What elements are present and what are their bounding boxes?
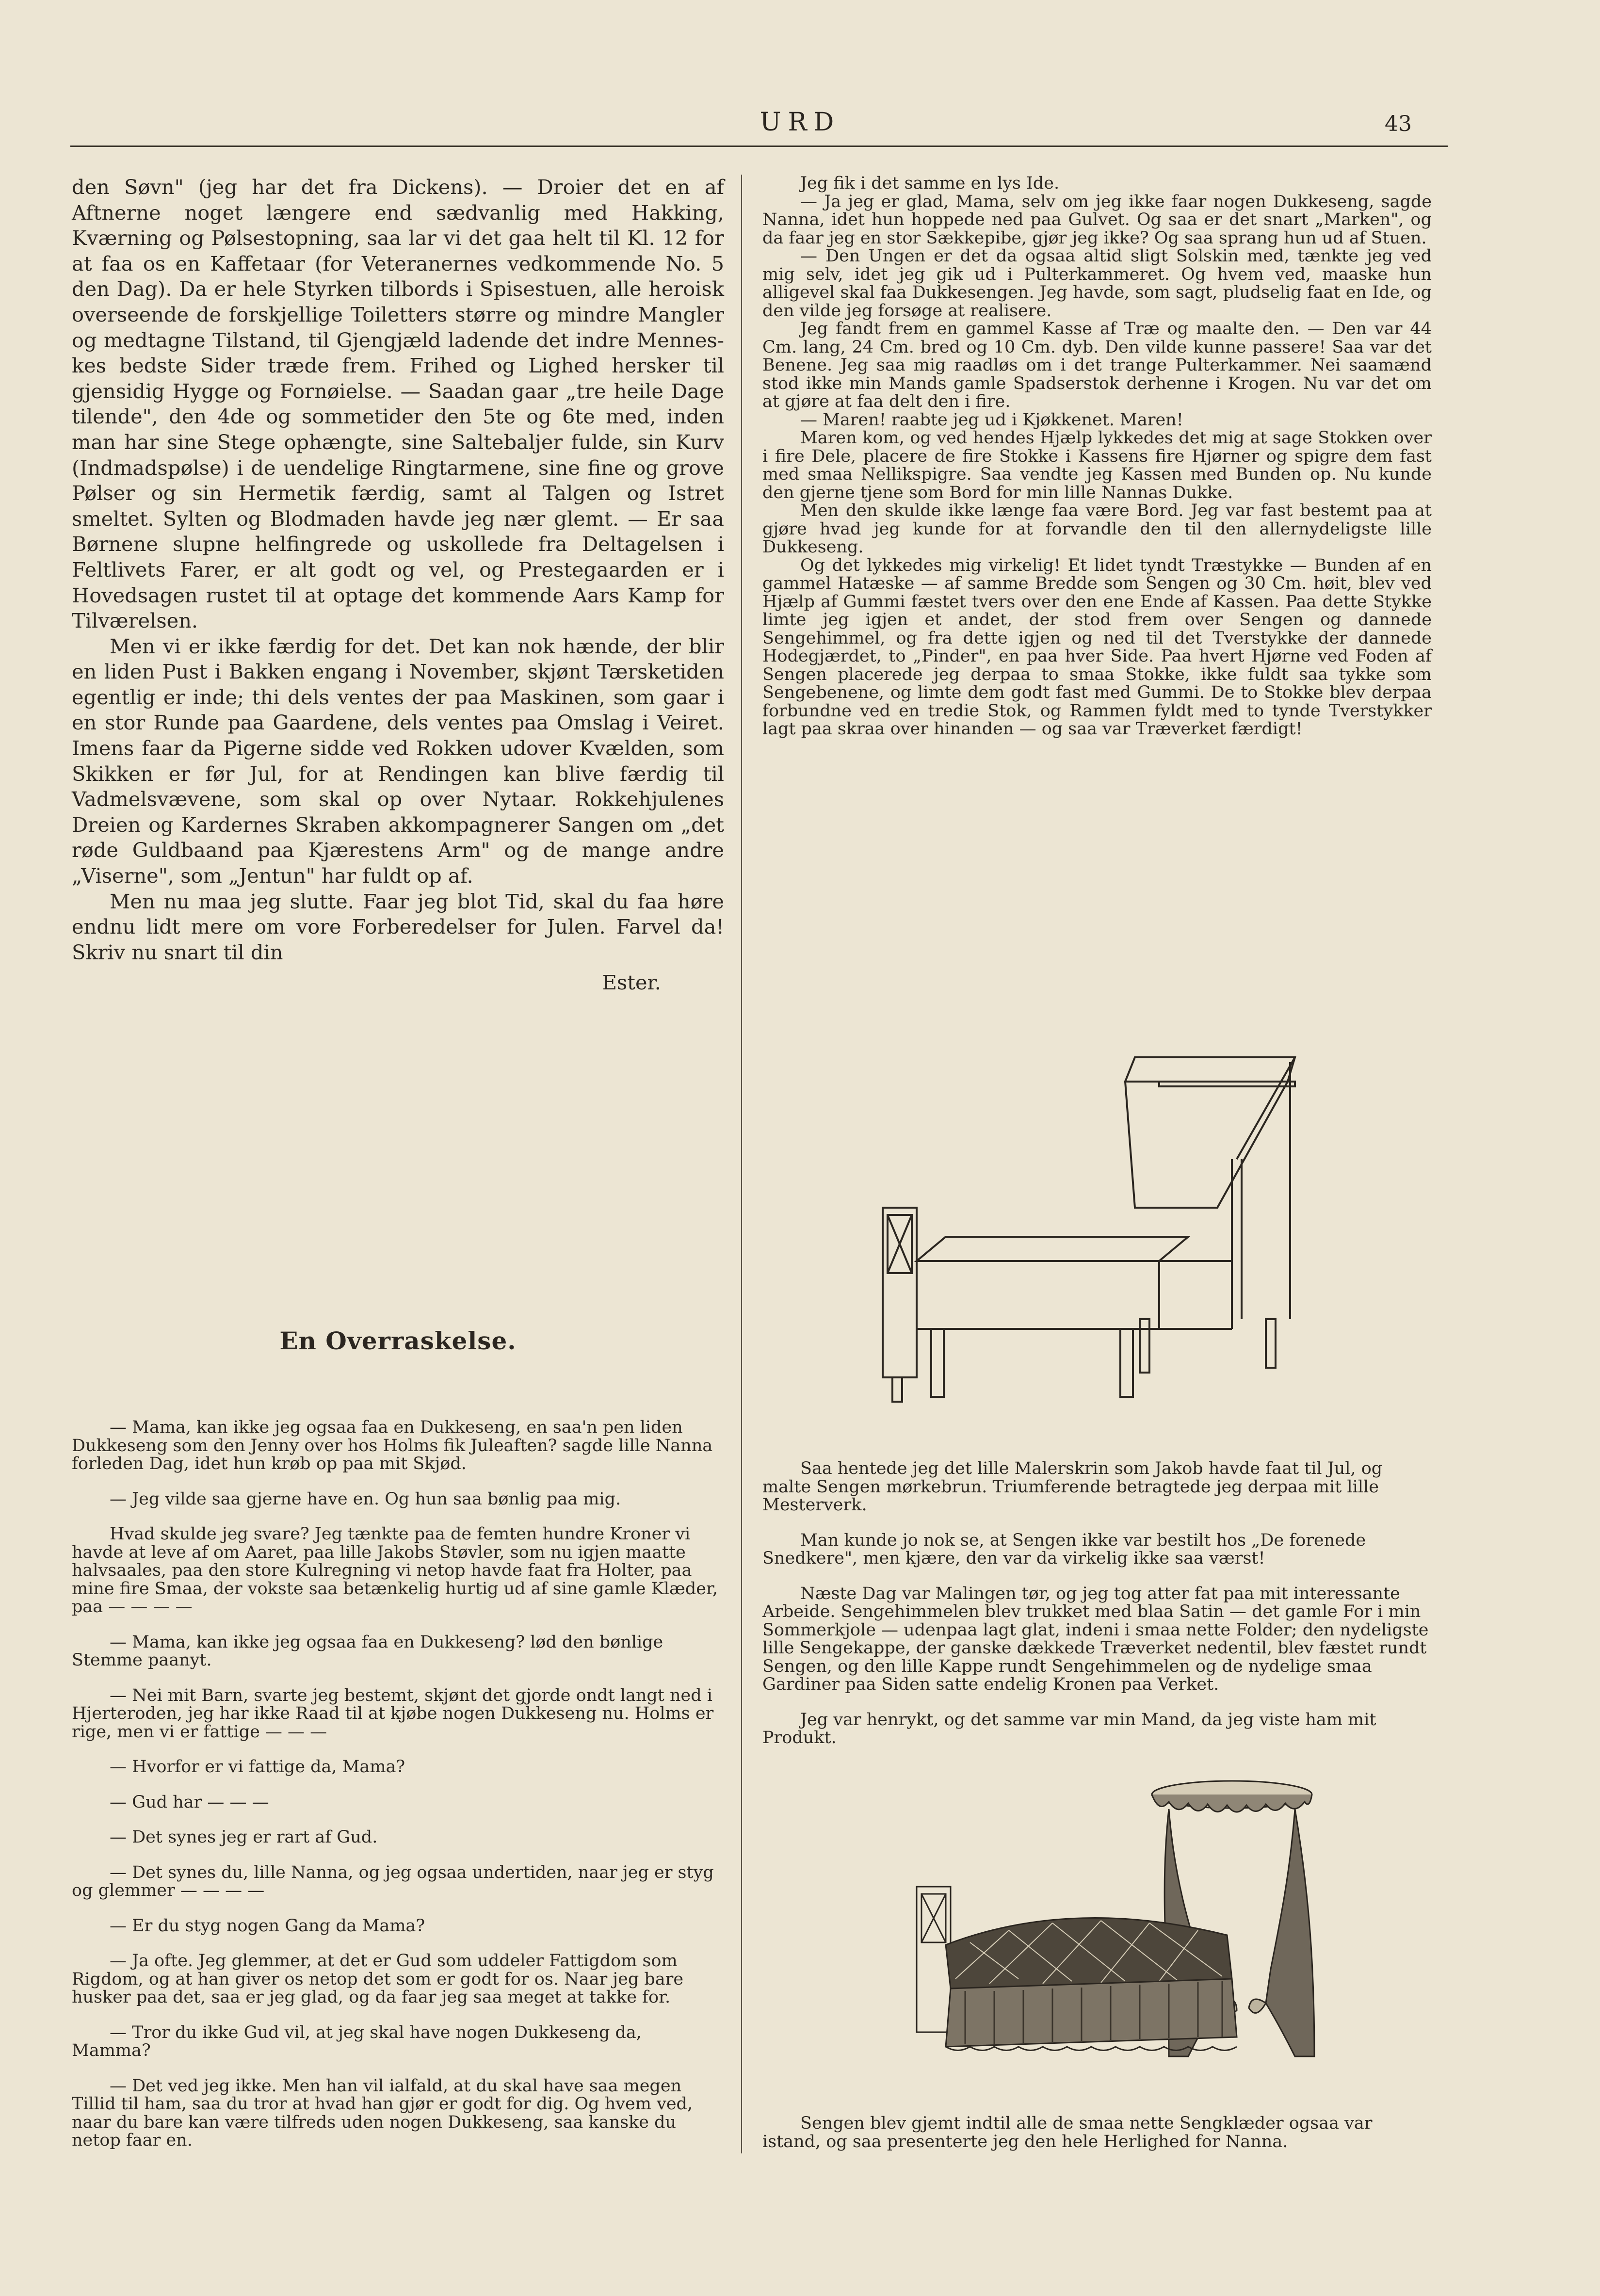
right-column-closing — [762, 2098, 1432, 2168]
story-paragraph: — Det synes jeg er rart af Gud. — [110, 1827, 378, 1847]
story-paragraph: Maren kom, og ved hendes Hjælp lykkedes det mig at sage Stokken over i fire Dele, placere de fire Stokke i Kassens fire Hjørner og spigre dem fast med smaa Nellikspigre. Saa vendte jeg Kassen med Bunden op. Nu kunde den gjerne tjene som Bord for min lille Nannas Dukke. — [762, 428, 1432, 502]
story-paragraph: Næste Dag var Malingen tør, og jeg tog atter fat paa mit interessante Arbeide. Sengehimmelen blev trukket med blaa Satin — det gamle For i min Sommerkjole — udenpaa lagt glat, indeni i smaa nette Folder; den nydeligste lille Sengekappe, der ganske dækkede Træverket nedentil, blev fæstet rundt Sengen, og den lille Kappe rundt Sengehimmelen og de nydelige smaa Gardiner paa Siden satte endelig Kronen paa Verket. — [762, 1584, 1429, 1694]
letter-signature: Ester. — [602, 970, 661, 995]
story-paragraph: — Tror du ikke Gud vil, at jeg skal have nogen Dukkeseng da, Mamma? — [72, 2022, 642, 2060]
finished-doll-bed-illustration — [897, 1775, 1334, 2076]
story-paragraph: — Hvorfor er vi fattige da, Mama? — [110, 1757, 405, 1777]
story-paragraph: — Mama, kan ikke jeg ogsaa faa en Dukkeseng, en saa'n pen liden Dukkeseng som den Jenny over hos Holms fik Juleaften? sagde lille Nanna forleden Dag, idet hun krøb op paa mit Skjød. — [72, 1418, 713, 1473]
story-paragraph: Saa hentede jeg det lille Malerskrin som Jakob havde faat til Jul, og malte Sengen mørkebrun. Triumferende betragtede jeg derpaa mit lille Mesterverk. — [762, 1459, 1383, 1515]
story-paragraph: — Ja ofte. Jeg glemmer, at det er Gud som uddeler Fattigdom som Rigdom, og at han giver os netop det som er godt for os. Naar jeg bare husker paa det, saa er jeg glad, og da faar jeg saa meget at takke for. — [72, 1951, 684, 2007]
story-title: En Overraskelse. — [279, 1326, 517, 1355]
story-paragraph: — Jeg vilde saa gjerne have en. Og hun saa bønlig paa mig. — [110, 1489, 621, 1509]
right-column-lower — [762, 1443, 1432, 1764]
story-paragraph: — Mama, kan ikke jeg ogsaa faa en Dukkeseng? lød den bønlige Stemme paanyt. — [72, 1632, 663, 1670]
column-divider — [741, 175, 742, 2153]
story-paragraph: — Den Ungen er det da ogsaa altid sligt Solskin med, tænkte jeg ved mig selv, idet jeg gik ud i Pulterkammeret. Og hvem ved, maaske hun alligevel skal faa Dukkesengen. Jeg havde, som sagt, pludselig faat en Ide, og den vilde jeg forsøge at realisere. — [762, 246, 1432, 321]
story-paragraph: — Nei mit Barn, svarte jeg bestemt, skjønt det gjorde ondt langt ned i Hjerteroden, jeg har ikke Raad til at kjøbe nogen Dukkeseng nu. Holms er rige, men vi er fattige — — — — [72, 1685, 714, 1742]
letter-paragraph: Men nu maa jeg slutte. Faar jeg blot Tid, skal du faa høre endnu lidt mere om vore Forberedelser for Julen. Farvel da! Skriv nu snart til din — [72, 889, 724, 964]
page-number: 43 — [1385, 112, 1412, 136]
story-paragraph: — Det synes du, lille Nanna, og jeg ogsaa undertiden, naar jeg er styg og glemmer — — — — — [72, 1862, 714, 1900]
letter-paragraph: den Søvn" (jeg har det fra Dickens). — Droier det en af Aftnerne noget længere end sædvanlig med Hakking, Kværning og Pølsestopning, saa lar vi det gaa helt til Kl. 12 for at faa os en Kaffetaar (for Veteranernes vedkommende No. 5 den Dag). Da er hele Styrken tilbords i Spisestuen, alle heroisk overseende de forskjellige Toiletters større og mindre Mangler og medtagne Tilstand, til Gjengjæld ladende det indre Menneskes bedste Sider træde frem. Frihed og Lighed hersker til gjensidig Hygge og Fornøielse. — Saadan gaar „tre heile Dage tilende", den 4de og sommetider den 5te og 6te med, inden man har sine Stege ophængte, sine Saltebaljer fulde, sin Kurv (Indmadspølse) i de uendelige Ringtarmene, sine fine og grove Pølser og sin Hermetik færdig, samt al Talgen og Istret smeltet. Sylten og Blodmaden havde jeg nær glemt. — Er saa Børnene slupne helfingrede og uskollede fra Deltagelsen i Feltlivets Farer, er alt godt og vel, og Prestegaarden er i Hovedsagen rustet til at optage det kommende Aars Kamp for Tilværelsen. — [72, 175, 724, 633]
story-paragraph: — Det ved jeg ikke. Men han vil ialfald, at du skal have saa megen Tillid til ham, saa du tror at hvad han gjør er godt for dig. Og hvem ved, naar du bare kan være tilfreds uden nogen Dukkeseng, saa kanske du netop faar en. — [72, 2076, 693, 2150]
story-paragraph: Og det lykkedes mig virkelig! Et lidet tyndt Træstykke — Bunden af en gammel Hatæske — af samme Bredde som Sengen og 30 Cm. høit, blev ved Hjælp af Gummi fæstet tvers over den ene Ende af Kassen. Paa dette Stykke limte jeg igjen et andet, der stod frem over Sengen og dannede Sengehimmel, og fra dette igjen og ned til det Tverstykke der dannede Hodegjærdet, to „Pinder", en paa hver Side. Paa hvert Hjørne ved Foden af Sengen placerede jeg derpaa to smaa Stokke, ikke fuldt saa tykke som Sengebenene, og limte dem godt fast med Gummi. De to Stokke blev derpaa forbundne ved en tredie Stok, og Rammen fyldt med to tynde Tverstykker lagt paa skraa over hinanden — og saa var Træverket færdigt! — [762, 555, 1432, 739]
story-paragraph: Sengen blev gjemt indtil alle de smaa nette Sengklæder ogsaa var istand, og saa presenterte jeg den hele Herlighed for Nanna. — [762, 2114, 1373, 2151]
story-paragraph: Jeg fik i det samme en lys Ide. — [800, 174, 1060, 193]
left-column-letter — [72, 175, 724, 996]
story-paragraph: Men den skulde ikke længe faa være Bord. Jeg var fast bestemt paa at gjøre hvad jeg kunde for at forvandle den til den allernydeligste lille Dukkeseng. — [762, 501, 1432, 557]
story-paragraph: Jeg var henrykt, og det samme var min Mand, da jeg viste ham mit Produkt. — [762, 1710, 1376, 1747]
right-column-upper — [762, 175, 1432, 739]
story-body — [72, 1402, 724, 2167]
story-paragraph: — Er du styg nogen Gang da Mama? — [110, 1916, 425, 1936]
story-paragraph: Man kunde jo nok se, at Sengen ikke var bestilt hos „De forenede Snedkere", men kjære, den var da virkelig ikke saa værst! — [762, 1530, 1366, 1568]
header-rule — [70, 146, 1448, 147]
bed-frame-illustration — [868, 1048, 1305, 1416]
story-paragraph: — Gud har — — — — [110, 1792, 269, 1812]
story-paragraph: Hvad skulde jeg svare? Jeg tænkte paa de femten hundre Kroner vi havde at leve af om Aaret, paa lille Jakobs Støvler, som nu igjen maatte halvsaales, paa den store Kulregning vi netop havde faat fra Holter, paa mine fire Smaa, der vokste saa betænkelig hurtig ud af sine gamle Klæder, paa — — — — — [72, 1524, 718, 1617]
journal-title: URD — [760, 108, 841, 137]
running-head — [0, 108, 1600, 146]
letter-paragraph: Men vi er ikke færdig for det. Det kan nok hænde, der blir en liden Pust i Bakken engang i November, skjønt Tærsketiden egentlig er inde; thi dels ventes der paa Maskinen, som gaar i en stor Runde paa Gaardene, dels ventes paa Omslag i Veiret. Imens faar da Pigerne sidde ved Rokken udover Kvælden, som Skikken er før Jul, for at Rendingen kan blive færdig til Vadmelsvævene, som skal op over Nytaar. Rokkehjulenes Dreien og Kardernes Skraben akkompagnerer Sangen om „det røde Guldbaand paa Kjærestens Arm" og de mange andre „Viserne", som „Jentun" har fuldt op af. — [72, 634, 724, 888]
story-paragraph: — Maren! raabte jeg ud i Kjøkkenet. Maren! — [800, 410, 1183, 430]
story-paragraph: — Ja jeg er glad, Mama, selv om jeg ikke faar nogen Dukkeseng, sagde Nanna, idet hun hoppede ned paa Gulvet. Og saa er det snart „Marken", og da faar jeg en stor Sækkepibe, gjør jeg ikke? Og saa sprang hun ud af Stuen. — [762, 192, 1432, 248]
story-paragraph: Jeg fandt frem en gammel Kasse af Træ og maalte den. — Den var 44 Cm. lang, 24 Cm. bred og 10 Cm. dyb. Den vilde kunne passere! Saa var det Benene. Jeg saa mig raadløs om i det trange Pulterkammer. Nei saamænd stod ikke min Mands gamle Spadserstok derhenne i Krogen. Nu var det om at gjøre at faa delt den i fire. — [762, 319, 1432, 411]
